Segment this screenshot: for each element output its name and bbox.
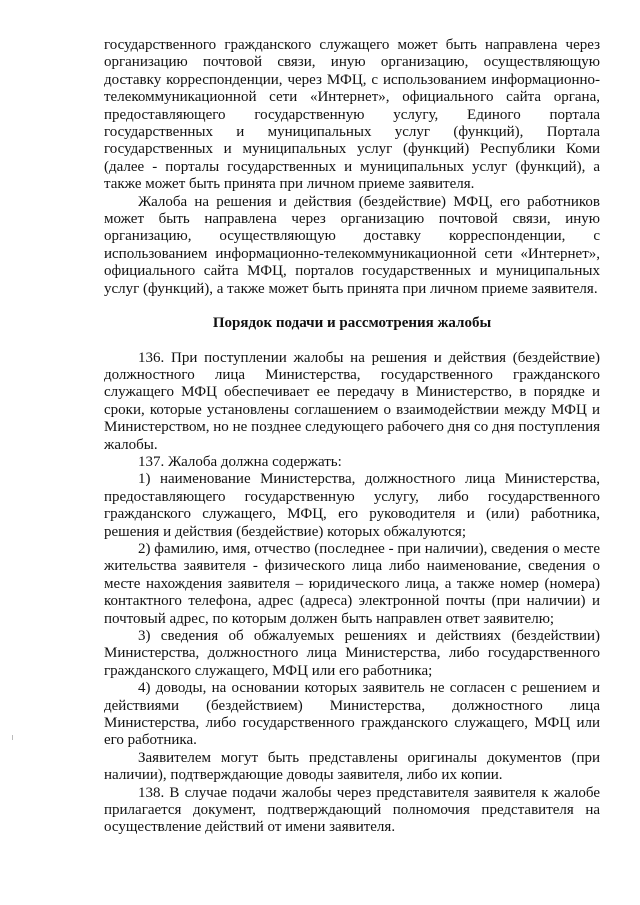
paragraph-137-item-3: 3) сведения об обжалуемых решениях и действиях (бездействии) Министерства, должностного лица Министерства, либо государственного гражданского служащего, МФЦ или его работника;	[104, 628, 600, 679]
paragraph-137-item-4: 4) доводы, на основании которых заявитель не согласен с решением и действиями (бездействием) Министерства, должностного лица Министерства, либо государственного гражданского служащего, МФЦ или его работника.	[104, 680, 600, 749]
paragraph-137-item-1: 1) наименование Министерства, должностного лица Министерства, предоставляющего государственную услугу, либо государственного гражданского служащего, МФЦ, его руководителя и (или) работника, решения и действия (бездействие) которых обжалуются;	[104, 471, 600, 540]
paragraph-mfc-complaint: Жалоба на решения и действия (бездействие) МФЦ, его работников может быть направлена через организацию почтовой связи, иную организацию, осуществляющую доставку корреспонденции, с использованием информационно-телекоммуникационной сети «Интернет», официального сайта МФЦ, порталов государственных и муниципальных услуг (функций), а также может быть принята при личном приеме заявителя.	[104, 193, 600, 297]
paragraph-137-item-2: 2) фамилию, имя, отчество (последнее - при наличии), сведения о месте жительства заявителя - физического лица либо наименование, сведения о месте нахождения заявителя – юридического лица, а также номер (номера) контактного телефона, адрес (адреса) электронной почты (при наличии) и почтовый адрес, по которым должен быть направлен ответ заявителю;	[104, 540, 600, 627]
paragraph-continued: государственного гражданского служащего может быть направлена через организацию почтовой связи, иную организацию, осуществляющую доставку корреспонденции, через МФЦ, с использованием информационно-телекоммуникационной сети «Интернет», официального сайта органа, предоставляющего государственную услугу, Единого портала государственных и муниципальных услуг (функций), Портала государственных и муниципальных услуг (функций) Республики Коми (далее - порталы государственных и муниципальных услуг (функций), а также может быть принята при личном приеме заявителя.	[104, 37, 600, 193]
paragraph-138: 138. В случае подачи жалобы через представителя заявителя к жалобе прилагается документ, подтверждающий полномочия представителя на осуществление действий от имени заявителя.	[104, 784, 600, 836]
section-heading: Порядок подачи и рассмотрения жалобы	[212, 315, 492, 332]
paragraph-136: 136. При поступлении жалобы на решения и действия (бездействие) должностного лица Министерства, государственного гражданского служащего МФЦ обеспечивает ее передачу в Министерство, в порядке и сроки, которые установлены соглашением о взаимодействии между МФЦ и Министерством, но не позднее следующего рабочего дня со дня поступления жалобы.	[104, 349, 600, 453]
paragraph-137: 137. Жалоба должна содержать:	[138, 453, 342, 470]
document-body	[104, 37, 600, 837]
scan-artifact	[12, 735, 13, 740]
paragraph-originals: Заявителем могут быть представлены оригиналы документов (при наличии), подтверждающие доводы заявителя, либо их копии.	[104, 749, 600, 784]
